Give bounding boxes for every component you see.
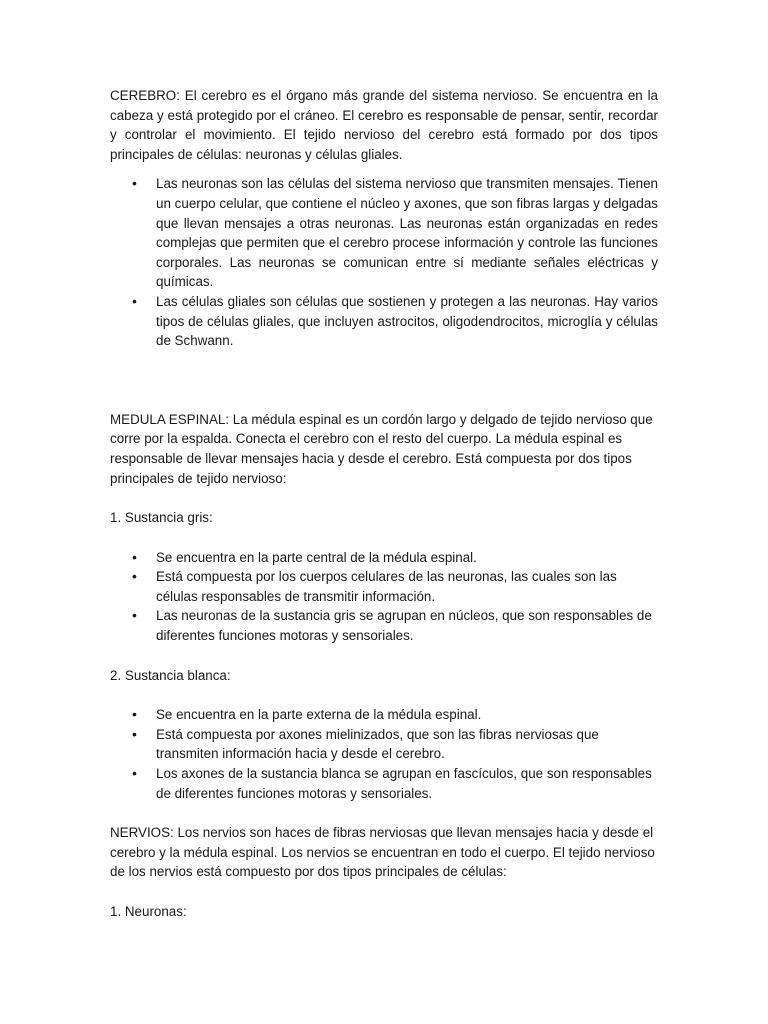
- bullet-icon: •: [132, 725, 137, 742]
- cerebro-list: [110, 174, 658, 350]
- list-item: [110, 764, 658, 803]
- sustancia-blanca-heading: 2. Sustancia blanca:: [110, 667, 231, 683]
- list-item-text: Se encuentra en la parte externa de la médula espinal.: [156, 707, 482, 723]
- list-item-text: Las neuronas de la sustancia gris se agrupan en núcleos, que son responsables de diferentes funciones motoras y sensoriales.: [156, 608, 652, 644]
- list-item: [110, 292, 658, 351]
- list-item: [110, 174, 658, 292]
- bullet-icon: •: [132, 175, 137, 192]
- list-item: [110, 548, 658, 568]
- bullet-icon: •: [132, 548, 137, 565]
- medula-intro: MEDULA ESPINAL: La médula espinal es un cordón largo y delgado de tejido nervioso que corre por la espalda. Conecta el cerebro con el resto del cuerpo. La médula espinal es responsable de llevar mensajes hacia y desde el cerebro. Está compuesta por dos tipos principales de tejido nervioso:: [110, 411, 653, 486]
- sustancia-blanca-list: [110, 705, 658, 803]
- list-item: [110, 567, 658, 606]
- neuronas-heading: 1. Neuronas:: [110, 904, 187, 919]
- nervios-intro: NERVIOS: Los nervios son haces de fibras nerviosas que llevan mensajes hacia y desde el cerebro y la médula espinal. Los nervios se encuentran en todo el cuerpo. El tejido nervioso de los nervios está compuesto por dos tipos principales de células:: [110, 825, 655, 880]
- list-item-text: Las células gliales son células que sostienen y protegen a las neuronas. Hay varios tipos de células gliales, que incluyen astrocitos, oligodendrocitos, microglía y células de Schwann.: [156, 293, 658, 349]
- list-item: [110, 705, 658, 725]
- bullet-icon: •: [132, 765, 137, 782]
- list-item-text: Está compuesta por axones mielinizados, que son las fibras nerviosas que transmiten información hacia y desde el cerebro.: [156, 726, 599, 762]
- list-item-text: Los axones de la sustancia blanca se agrupan en fascículos, que son responsables de diferentes funciones motoras y sensoriales.: [156, 766, 652, 801]
- bullet-icon: •: [132, 292, 137, 309]
- bullet-icon: •: [132, 706, 137, 723]
- list-item: [110, 725, 658, 764]
- list-item: [110, 606, 658, 645]
- cerebro-intro: CEREBRO: El cerebro es el órgano más grande del sistema nervioso. Se encuentra en la cabeza y está protegido por el cráneo. El cerebro es responsable de pensar, sentir, recordar y controlar el movimiento. El tejido nervioso del cerebro está formado por dos tipos principales de células: neuronas y células gliales.: [110, 88, 658, 162]
- bullet-icon: •: [132, 607, 137, 624]
- document-content: [110, 86, 658, 922]
- bullet-icon: •: [132, 568, 137, 585]
- list-item-text: Se encuentra en la parte central de la médula espinal.: [156, 549, 477, 565]
- sustancia-gris-heading: 1. Sustancia gris:: [110, 510, 213, 526]
- list-item-text: Las neuronas son las células del sistema nervioso que transmiten mensajes. Tienen un cuerpo celular, que contiene el núcleo y axones, que son fibras largas y delgadas que llevan mensajes a otras neuronas. Las neuronas están organizadas en redes complejas que permiten que el cerebro procese información y controle las funciones corporales. Las neuronas se comunican entre sí mediante señales eléctricas y químicas.: [156, 176, 658, 290]
- list-item-text: Está compuesta por los cuerpos celulares de las neuronas, las cuales son las células responsables de transmitir información.: [156, 569, 617, 604]
- sustancia-gris-list: [110, 548, 658, 646]
